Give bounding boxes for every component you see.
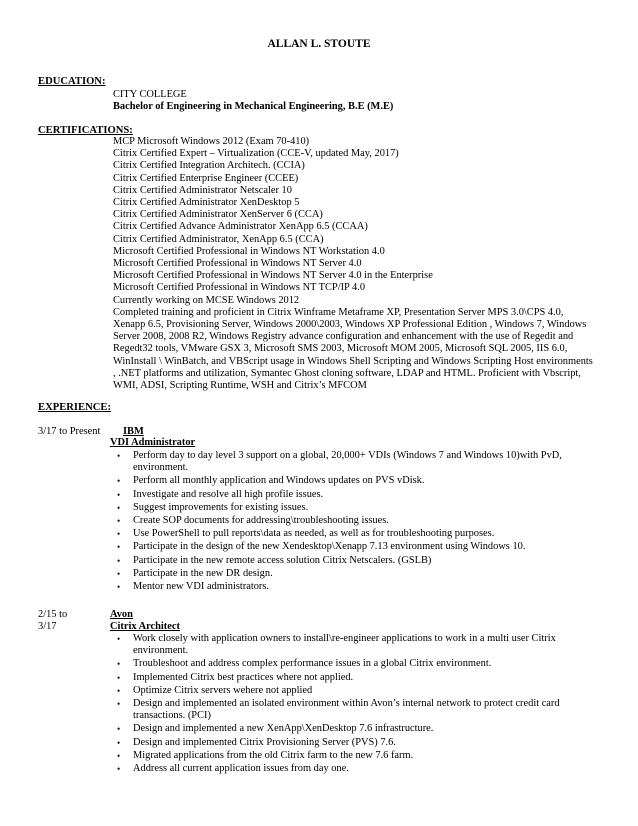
certification-item: Microsoft Certified Professional in Windows NT Server 4.0 (113, 258, 362, 270)
job-role: Citrix Architect (110, 621, 180, 632)
bullet-icon: • (117, 555, 121, 566)
education-school: CITY COLLEGE (113, 89, 187, 100)
experience-heading: EXPERIENCE: (38, 402, 111, 413)
bullet-icon: • (117, 568, 121, 579)
job-dates: 2/15 to (38, 609, 68, 620)
certification-item: Citrix Certified Administrator, XenApp 6.5 (CCA) (113, 233, 324, 245)
list-item: • Perform all monthly application and Windows updates on PVS vDisk. (117, 475, 425, 487)
certification-item: Citrix Certified Administrator Netscaler 10 (113, 184, 292, 196)
bullet-icon: • (117, 634, 121, 644)
bullet-icon: • (117, 476, 121, 487)
list-item: • Participate in the new remote access solution Citrix Netscalers. (GSLB) (117, 554, 432, 566)
list-item: • Design and implemented a new XenApp\XenDesktop 7.6 infrastructure. (117, 723, 434, 735)
job-dates: 3/17 (38, 621, 57, 632)
certification-item: Citrix Certified Expert – Virtualization (CCE-V, updated May, 2017) (113, 148, 399, 160)
bullet-icon: • (117, 502, 121, 513)
bullet-icon: • (117, 451, 121, 461)
list-item: • Address all current application issues from day one. (117, 763, 349, 775)
bullet-icon: • (117, 685, 121, 696)
list-item: • Optimize Citrix servers wehere not applied (117, 684, 313, 696)
list-item: • Perform day to day level 3 support on a global, 20,000+ VDIs (Windows 7 and Windows 10)with PvD, environment. (117, 450, 562, 474)
certification-item: Citrix Certified Administrator XenDesktop 5 (113, 197, 300, 209)
list-item: • Implemented Citrix best practices where not applied. (117, 671, 354, 683)
job-bullets (113, 633, 573, 776)
certification-item: Microsoft Certified Professional in Windows NT Server 4.0 in the Enterprise (113, 270, 433, 282)
certification-item: Citrix Certified Administrator XenServer 6 (CCA) (113, 209, 323, 221)
bullet-icon: • (117, 659, 121, 670)
bullet-icon: • (117, 672, 121, 683)
resume-name: ALLAN L. STOUTE (267, 38, 371, 50)
certification-item: MCP Microsoft Windows 2012 (Exam 70-410) (113, 136, 310, 147)
job-company: IBM (123, 426, 144, 437)
certification-item: Microsoft Certified Professional in Windows NT TCP/IP 4.0 (113, 282, 366, 294)
list-item: • Work closely with application owners to install\re-engineer applications to work in a multi user Citrix environment. (117, 633, 556, 657)
bullet-icon: • (117, 764, 121, 775)
list-item: • Use PowerShell to pull reports\data as needed, as well as for troubleshooting purposes. (117, 528, 495, 540)
certifications-list (113, 136, 603, 392)
bullet-icon: • (117, 582, 121, 593)
list-item: • Design and implemented Citrix Provisioning Server (PVS) 7.6. (117, 736, 396, 748)
bullet-icon: • (117, 737, 121, 748)
certification-summary: Completed training and proficient in Citrix Winframe Metaframe XP, Presentation Server MPS 3.0\CPS 4.0, Xenapp 6.5, Provisioning Server, Windows 2000\2003, Windows XP Professional Edition , Windows 7, Windows Server 2008, 2008 R2, Windows Registry advance configuration and enhancement with the use of Regedit and Regedt32 tools, VMware GSX 3, Microsoft SMS 2003, Microsoft MOM 2005, Microsoft SQL 2005, IIS 6.0, WinInstall \ WinBatch, and VBScript usage in Windows Shell Scripting and Windows Scripting Host environments , .NET platforms and utilization, Symantec Ghost cloning software, LDAP and HTML. Proficient with Vbscript, WMI, ADSI, Scripting Runtime, WSH and Citrix’s MFCOM (113, 306, 593, 392)
job-dates: 3/17 to Present (38, 426, 101, 437)
bullet-icon: • (117, 529, 121, 540)
list-item: • Participate in the design of the new Xendesktop\Xenapp 7.13 environment using Windows 10. (117, 541, 526, 553)
list-item: • Migrated applications from the old Citrix farm to the new 7.6 farm. (117, 749, 414, 761)
certification-item: Citrix Certified Advance Administrator XenApp 6.5 (CCAA) (113, 221, 368, 233)
education-degree: Bachelor of Engineering in Mechanical Engineering, B.E (M.E) (113, 101, 394, 113)
list-item: • Troubleshoot and address complex performance issues in a global Citrix environment. (117, 658, 492, 670)
list-item: • Suggest improvements for existing issues. (117, 501, 309, 513)
certifications-heading: CERTIFICATIONS: (38, 125, 133, 136)
bullet-icon: • (117, 516, 121, 527)
list-item: • Create SOP documents for addressing\troubleshooting issues. (117, 515, 389, 527)
bullet-icon: • (117, 542, 121, 553)
education-heading: EDUCATION: (38, 76, 106, 87)
job-company: Avon (110, 609, 133, 620)
list-item: • Investigate and resolve all high profile issues. (117, 488, 324, 500)
list-item: • Design and implemented an isolated environment within Avon’s internal network to protect credit card transactions. (PCI) (117, 698, 560, 722)
bullet-icon: • (117, 489, 121, 500)
bullet-icon: • (117, 699, 121, 710)
job-bullets (113, 450, 573, 594)
list-item: • Participate in the new DR design. (117, 567, 273, 579)
certification-item: Microsoft Certified Professional in Windows NT Workstation 4.0 (113, 245, 385, 257)
bullet-icon: • (117, 750, 121, 761)
education-block (113, 89, 603, 113)
certification-item: Citrix Certified Enterprise Engineer (CCEE) (113, 172, 299, 184)
certification-item: Currently working on MCSE Windows 2012 (113, 294, 300, 306)
bullet-icon: • (117, 724, 121, 735)
job-role: VDI Administrator (110, 437, 196, 448)
list-item: • Mentor new VDI administrators. (117, 581, 270, 593)
certification-item: Citrix Certified Integration Architech. (CCIA) (113, 160, 305, 172)
